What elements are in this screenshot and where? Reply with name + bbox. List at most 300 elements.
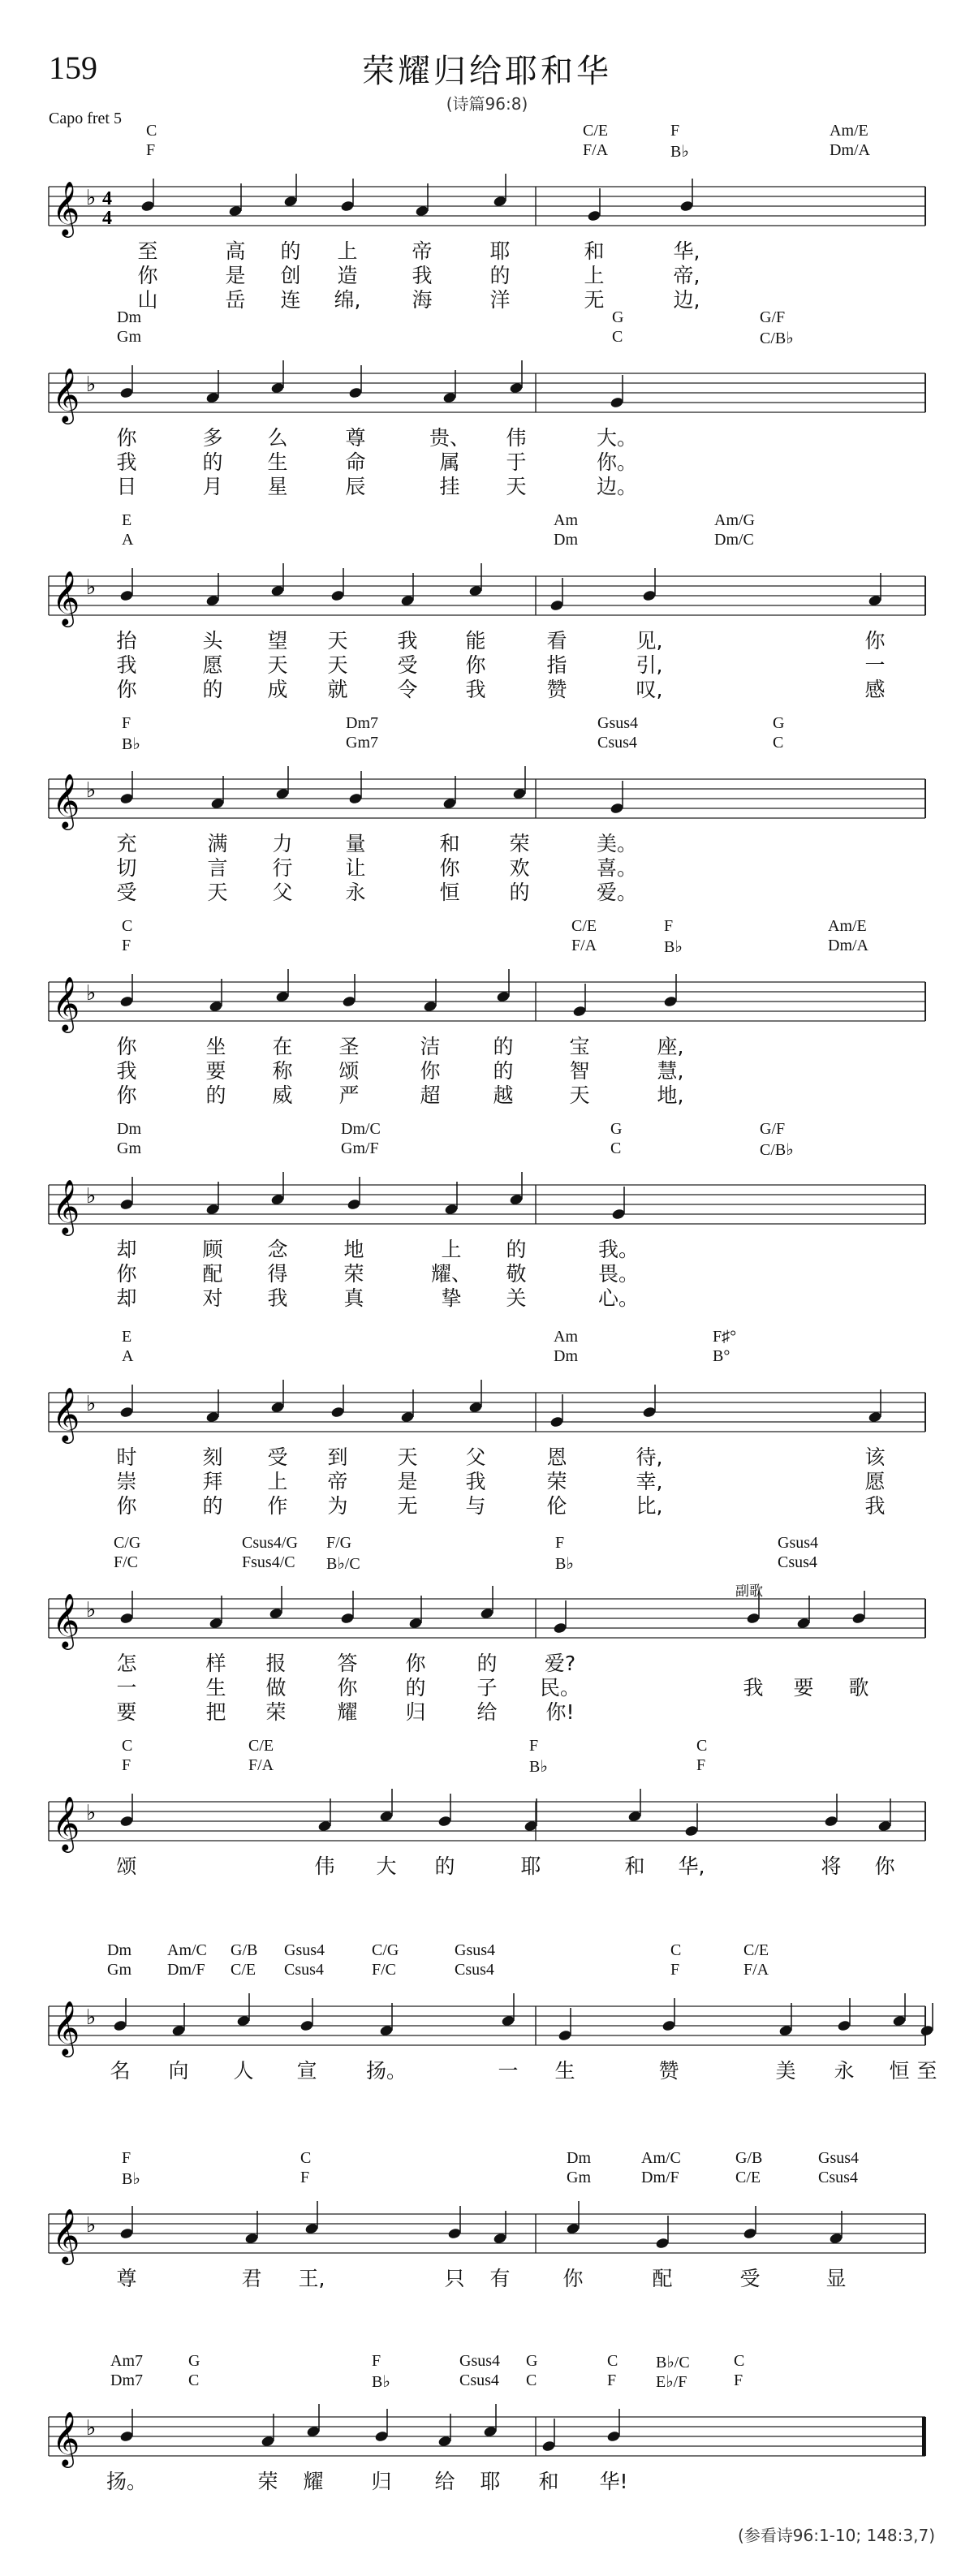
lyric-syllable: 就 (327, 678, 348, 701)
lyric-syllable: 你 (864, 629, 886, 653)
lyric-syllable: 上 (267, 1470, 288, 1493)
lyric-syllable: 赞 (546, 678, 567, 701)
lyric-syllable: 高 (225, 239, 246, 263)
lyric-syllable: 边, (673, 288, 700, 312)
lyric-syllable: 的 (476, 1652, 498, 1675)
treble-clef-icon: 𝄞 (52, 367, 80, 422)
chord-symbol: B♭/C (656, 2354, 690, 2371)
chord-symbol: Gsus4 (597, 714, 639, 732)
chord-symbol: G (612, 308, 624, 326)
treble-clef-icon: 𝄞 (52, 1592, 80, 1648)
treble-clef-icon: 𝄞 (52, 180, 80, 235)
lyric-syllable: 和 (584, 239, 605, 263)
chord-symbol: Am7 (110, 2352, 143, 2370)
lyric-syllable: 王, (298, 2267, 325, 2290)
lyric-syllable: 有 (489, 2267, 511, 2290)
lyric-syllable: 威 (272, 1083, 293, 1107)
capo-chord-symbol: F (670, 1961, 680, 1979)
music-system (0, 2352, 974, 2547)
capo-chord-symbol: B♭ (664, 938, 683, 956)
lyric-syllable: 恒 (439, 881, 460, 904)
lyric-syllable: 给 (476, 1700, 498, 1724)
lyric-syllable: 天 (327, 653, 348, 677)
lyric-syllable: 爱? (544, 1652, 576, 1675)
lyric-syllable: 帝, (673, 264, 700, 287)
lyric-syllable: 和 (538, 2470, 559, 2493)
lyric-syllable: 受 (739, 2267, 761, 2290)
lyric-syllable: 扬。 (106, 2470, 148, 2493)
capo-chord-symbol: F (696, 1756, 706, 1774)
lyric-syllable: 答 (337, 1652, 358, 1675)
staff (0, 349, 974, 446)
capo-chord-symbol: F/C (114, 1553, 139, 1571)
lyric-syllable: 切 (116, 856, 137, 880)
music-system (0, 1737, 974, 1932)
capo-chord-symbol: Gm (117, 1139, 141, 1157)
capo-chord-symbol: F (607, 2371, 617, 2389)
lyric-syllable: 喜。 (596, 856, 638, 880)
chord-symbol: C/E (571, 917, 597, 935)
lyric-syllable: 的 (405, 1676, 426, 1699)
lyric-syllable: 越 (493, 1083, 514, 1107)
lyric-syllable: 的 (489, 264, 511, 287)
lyric-syllable: 至 (137, 239, 158, 263)
lyric-syllable: 荣 (546, 1470, 567, 1493)
lyric-syllable: 望 (267, 629, 288, 653)
music-system (0, 1941, 974, 2136)
lyric-syllable: 天 (267, 653, 288, 677)
lyric-syllable: 山 (137, 288, 158, 312)
lyric-syllable: 我。 (597, 1238, 640, 1261)
lyric-syllable: 美。 (596, 832, 638, 855)
music-system (0, 1534, 974, 1729)
capo-chord-symbol: C (773, 734, 784, 752)
lyric-syllable: 要 (793, 1676, 814, 1699)
lyric-syllable: 崇 (116, 1470, 137, 1493)
capo-chord-symbol: B° (713, 1347, 730, 1365)
lyric-syllable: 宝 (569, 1035, 590, 1058)
lyric-syllable: 绵, (334, 288, 361, 312)
lyric-syllable: 我 (864, 1494, 886, 1518)
lyric-syllable: 你 (116, 426, 137, 450)
lyric-syllable: 和 (624, 1854, 645, 1878)
lyric-syllable: 顾 (202, 1238, 223, 1261)
lyric-syllable: 能 (465, 629, 486, 653)
lyric-syllable: 将 (821, 1854, 842, 1878)
lyric-syllable: 赞 (658, 2059, 679, 2083)
chord-symbol: Gsus4 (284, 1941, 325, 1959)
hymn-title: 荣耀归给耶和华 (362, 53, 612, 90)
chord-symbol: G (526, 2352, 538, 2370)
chord-symbol: Gsus4 (818, 2149, 860, 2167)
lyric-syllable: 你 (116, 1494, 137, 1518)
lyric-syllable: 上 (584, 264, 605, 287)
lyric-syllable: 是 (397, 1470, 418, 1493)
lyric-syllable: 我 (116, 1059, 137, 1083)
lyric-syllable: 令 (397, 678, 418, 701)
lyric-syllable: 伟 (314, 1854, 335, 1878)
treble-clef-icon: 𝄞 (52, 976, 80, 1031)
lyric-syllable: 恒 (889, 2059, 910, 2083)
lyric-syllable: 配 (202, 1262, 223, 1286)
capo-chord-symbol: Gm (107, 1961, 131, 1979)
lyric-syllable: 君 (241, 2267, 262, 2290)
lyric-syllable: 你 (337, 1676, 358, 1699)
lyric-syllable: 的 (493, 1035, 514, 1058)
lyric-syllable: 天 (397, 1445, 418, 1469)
lyric-syllable: 至 (916, 2059, 937, 2083)
lyric-syllable: 我 (743, 1676, 764, 1699)
lyric-syllable: 愿 (864, 1470, 886, 1493)
chord-symbol: G/F (760, 308, 786, 326)
staff (0, 958, 974, 1055)
chord-symbol: F/G (326, 1534, 352, 1552)
capo-chord-symbol: Dm/F (167, 1961, 205, 1979)
lyric-syllable: 于 (506, 450, 527, 474)
capo-chord-symbol: Dm7 (110, 2371, 143, 2389)
lyric-syllable: 愿 (202, 653, 223, 677)
lyric-syllable: 荣 (257, 2470, 278, 2493)
chord-symbol: Dm/C (341, 1120, 381, 1138)
lyric-syllable: 心。 (597, 1286, 640, 1310)
lyric-syllable: 的 (493, 1059, 514, 1083)
lyric-syllable: 我 (465, 1470, 486, 1493)
lyric-syllable: 伦 (546, 1494, 567, 1518)
lyric-syllable: 你。 (596, 450, 638, 474)
lyric-syllable: 的 (506, 1238, 527, 1261)
lyric-syllable: 我 (116, 450, 137, 474)
capo-chord-symbol: C (188, 2371, 200, 2389)
lyric-syllable: 你 (116, 678, 137, 701)
capo-chord-symbol: F (146, 141, 156, 159)
key-signature-flat-icon: ♭ (86, 575, 97, 600)
lyric-syllable: 的 (205, 1083, 226, 1107)
capo-chord-symbol: C/E (231, 1961, 256, 1979)
lyric-syllable: 天 (506, 475, 527, 498)
lyric-syllable: 坐 (205, 1035, 226, 1058)
lyric-syllable: 受 (116, 881, 137, 904)
lyric-syllable: 永 (834, 2059, 855, 2083)
lyric-syllable: 感 (864, 678, 886, 701)
lyric-syllable: 贵、 (429, 426, 471, 450)
lyric-syllable: 在 (272, 1035, 293, 1058)
chord-symbol: G/B (231, 1941, 258, 1959)
lyric-syllable: 你 (874, 1854, 895, 1878)
lyric-syllable: 月 (202, 475, 223, 498)
lyric-syllable: 荣 (343, 1262, 364, 1286)
lyric-syllable: 边。 (596, 475, 638, 498)
capo-chord-symbol: F (734, 2371, 743, 2389)
chord-symbol: F (372, 2352, 381, 2370)
lyric-syllable: 畏。 (597, 1262, 640, 1286)
lyric-syllable: 辰 (345, 475, 366, 498)
lyric-syllable: 念 (267, 1238, 288, 1261)
lyric-syllable: 的 (202, 678, 223, 701)
capo-chord-symbol: Fsus4/C (242, 1553, 295, 1571)
lyric-syllable: 么 (267, 426, 288, 450)
lyric-syllable: 你 (116, 1035, 137, 1058)
lyric-syllable: 一 (498, 2059, 519, 2083)
key-signature-flat-icon: ♭ (86, 1801, 97, 1825)
music-system (0, 122, 974, 317)
lyric-syllable: 你 (116, 1083, 137, 1107)
capo-chord-symbol: B♭ (372, 2373, 390, 2391)
capo-chord-symbol: F (122, 937, 131, 954)
capo-chord-symbol: F/C (372, 1961, 397, 1979)
chord-symbol: Dm7 (346, 714, 378, 732)
lyric-syllable: 帝 (327, 1470, 348, 1493)
lyric-syllable: 日 (116, 475, 137, 498)
lyric-syllable: 时 (116, 1445, 137, 1469)
lyric-syllable: 天 (569, 1083, 590, 1107)
lyric-syllable: 恩 (546, 1445, 567, 1469)
lyric-syllable: 幸, (636, 1470, 663, 1493)
chord-symbol: E (122, 511, 132, 529)
lyric-syllable: 我 (267, 1286, 288, 1310)
chord-symbol: Am/C (641, 2149, 681, 2167)
chord-symbol: Dm (117, 1120, 141, 1138)
key-signature-flat-icon: ♭ (86, 1184, 97, 1208)
treble-clef-icon: 𝄞 (52, 1178, 80, 1234)
lyric-syllable: 的 (202, 1494, 223, 1518)
key-signature-flat-icon: ♭ (86, 778, 97, 803)
lyric-syllable: 属 (439, 450, 460, 474)
chord-symbol: C (300, 2149, 312, 2167)
lyric-syllable: 行 (272, 856, 293, 880)
lyric-syllable: 报 (265, 1652, 287, 1675)
capo-chord-symbol: Csus4 (778, 1553, 817, 1571)
capo-chord-symbol: Gm (567, 2169, 591, 2186)
chord-symbol: F (122, 2149, 131, 2167)
lyric-syllable: 耀 (337, 1700, 358, 1724)
lyric-syllable: 耶 (520, 1854, 541, 1878)
lyric-syllable: 让 (345, 856, 366, 880)
chord-symbol: G (188, 2352, 200, 2370)
capo-chord-symbol: Csus4 (818, 2169, 858, 2186)
lyric-syllable: 天 (327, 629, 348, 653)
chord-symbol: G (773, 714, 785, 732)
lyric-syllable: 显 (825, 2267, 847, 2290)
key-signature-flat-icon: ♭ (86, 981, 97, 1006)
lyric-syllable: 父 (272, 881, 293, 904)
music-system (0, 308, 974, 503)
lyric-syllable: 你 (405, 1652, 426, 1675)
treble-clef-icon: 𝄞 (52, 773, 80, 828)
lyric-syllable: 是 (225, 264, 246, 287)
lyric-syllable: 子 (476, 1676, 498, 1699)
lyric-syllable: 受 (397, 653, 418, 677)
capo-chord-symbol: A (122, 531, 134, 549)
lyric-syllable: 做 (265, 1676, 287, 1699)
lyric-syllable: 上 (441, 1238, 462, 1261)
lyric-syllable: 该 (864, 1445, 886, 1469)
lyric-syllable: 颂 (116, 1854, 137, 1878)
lyric-syllable: 刻 (202, 1445, 223, 1469)
staff (0, 1368, 974, 1466)
chord-symbol: C (122, 1737, 133, 1755)
lyric-syllable: 生 (554, 2059, 575, 2083)
chord-symbol: C/G (372, 1941, 399, 1959)
lyric-syllable: 歌 (848, 1676, 869, 1699)
lyric-syllable: 座, (657, 1035, 684, 1058)
lyric-syllable: 引, (636, 653, 663, 677)
lyric-syllable: 创 (280, 264, 301, 287)
lyric-syllable: 我 (397, 629, 418, 653)
chord-symbol: Am/C (167, 1941, 207, 1959)
lyric-syllable: 向 (168, 2059, 189, 2083)
capo-chord-symbol: Dm/F (641, 2169, 679, 2186)
lyric-syllable: 头 (202, 629, 223, 653)
lyric-syllable: 作 (267, 1494, 288, 1518)
capo-chord-symbol: Dm (554, 1347, 578, 1365)
chord-symbol: Dm (107, 1941, 131, 1959)
lyric-syllable: 给 (434, 2470, 455, 2493)
lyric-syllable: 力 (272, 832, 293, 855)
capo-chord-symbol: C (612, 328, 623, 346)
capo-chord-symbol: B♭ (555, 1555, 574, 1573)
lyric-syllable: 样 (205, 1652, 226, 1675)
chord-symbol: C (607, 2352, 618, 2370)
music-system (0, 1328, 974, 1523)
chord-symbol: F (122, 714, 131, 732)
capo-chord-symbol: Csus4 (284, 1961, 324, 1979)
chord-symbol: G (610, 1120, 623, 1138)
lyric-syllable: 伟 (506, 426, 527, 450)
lyric-syllable: 尊 (116, 2267, 137, 2290)
lyric-syllable: 洁 (420, 1035, 441, 1058)
chord-symbol: Gsus4 (778, 1534, 819, 1552)
lyric-syllable: 帝 (412, 239, 433, 263)
capo-chord-symbol: C/B♭ (760, 330, 794, 347)
lyric-syllable: 受 (267, 1445, 288, 1469)
chord-symbol: Am/E (828, 917, 867, 935)
lyric-syllable: 却 (116, 1238, 137, 1261)
capo-chord-symbol: A (122, 1347, 134, 1365)
lyric-syllable: 待, (636, 1445, 663, 1469)
staff (0, 1161, 974, 1258)
lyric-syllable: 民。 (539, 1676, 581, 1699)
lyric-syllable: 无 (584, 288, 605, 312)
scripture-reference: (参看诗96:1-10; 148:3,7) (738, 2526, 935, 2545)
lyric-syllable: 真 (343, 1286, 364, 1310)
key-signature-flat-icon: ♭ (86, 2005, 97, 2030)
lyric-syllable: 一 (864, 653, 886, 677)
treble-clef-icon: 𝄞 (52, 2410, 80, 2466)
lyric-syllable: 海 (412, 288, 433, 312)
lyric-syllable: 的 (509, 881, 530, 904)
chord-symbol: F (664, 917, 674, 935)
lyric-syllable: 与 (465, 1494, 486, 1518)
chord-symbol: C/E (248, 1737, 274, 1755)
key-signature-flat-icon: ♭ (86, 186, 97, 210)
lyric-syllable: 我 (465, 678, 486, 701)
final-barline (922, 2417, 925, 2456)
capo-chord-symbol: Gm (117, 328, 141, 346)
capo-chord-symbol: Csus4 (597, 734, 637, 752)
lyric-syllable: 你 (116, 1262, 137, 1286)
capo-chord-symbol: B♭ (670, 143, 689, 161)
chord-symbol: Am/E (830, 122, 868, 140)
music-system (0, 714, 974, 909)
lyric-syllable: 造 (337, 264, 358, 287)
lyric-syllable: 岳 (225, 288, 246, 312)
lyric-syllable: 宣 (296, 2059, 317, 2083)
lyric-syllable: 无 (397, 1494, 418, 1518)
lyric-syllable: 圣 (338, 1035, 360, 1058)
treble-clef-icon: 𝄞 (52, 1386, 80, 1441)
lyric-syllable: 归 (405, 1700, 426, 1724)
lyric-syllable: 比, (636, 1494, 663, 1518)
lyric-syllable: 和 (439, 832, 460, 855)
time-signature: 4 (102, 208, 112, 229)
capo-chord-symbol: B♭ (122, 2170, 140, 2188)
lyric-syllable: 要 (116, 1700, 137, 1724)
capo-chord-symbol: B♭/C (326, 1555, 360, 1573)
chord-symbol: C (670, 1941, 682, 1959)
lyric-syllable: 欢 (509, 856, 530, 880)
lyric-syllable: 怎 (116, 1652, 137, 1675)
key-signature-flat-icon: ♭ (86, 2416, 97, 2440)
chord-symbol: C (696, 1737, 708, 1755)
lyric-syllable: 把 (205, 1700, 226, 1724)
lyric-syllable: 地 (343, 1238, 364, 1261)
lyric-syllable: 你 (137, 264, 158, 287)
capo-chord-symbol: C (610, 1139, 622, 1157)
treble-clef-icon: 𝄞 (52, 2000, 80, 2055)
capo-chord-symbol: E♭/F (656, 2373, 687, 2391)
chord-symbol: Am (554, 511, 578, 529)
chord-symbol: Dm (567, 2149, 591, 2167)
capo-marking: Capo fret 5 (49, 110, 122, 127)
capo-chord-symbol: C/E (735, 2169, 761, 2186)
lyric-syllable: 却 (116, 1286, 137, 1310)
staff (0, 755, 974, 852)
capo-chord-symbol: B♭ (122, 735, 140, 753)
lyric-syllable: 颂 (338, 1059, 360, 1083)
time-signature: 4 (102, 188, 112, 209)
lyric-syllable: 耶 (480, 2470, 501, 2493)
chord-symbol: F (670, 122, 680, 140)
lyric-syllable: 抬 (116, 629, 137, 653)
lyric-syllable: 天 (207, 881, 228, 904)
lyric-syllable: 叹, (636, 678, 663, 701)
lyric-syllable: 华, (678, 1854, 705, 1878)
lyric-syllable: 配 (652, 2267, 673, 2290)
capo-chord-symbol: F (300, 2169, 310, 2186)
lyric-syllable: 扬。 (365, 2059, 407, 2083)
chord-symbol: Am (554, 1328, 578, 1346)
music-system (0, 917, 974, 1112)
lyric-syllable: 耀、 (430, 1262, 472, 1286)
lyric-syllable: 生 (205, 1676, 226, 1699)
chord-symbol: Am/G (714, 511, 755, 529)
lyric-syllable: 慧, (657, 1059, 684, 1083)
lyric-syllable: 你 (420, 1059, 441, 1083)
lyric-syllable: 星 (267, 475, 288, 498)
lyric-syllable: 的 (280, 239, 301, 263)
treble-clef-icon: 𝄞 (52, 570, 80, 625)
lyric-syllable: 见, (636, 629, 663, 653)
lyric-syllable: 严 (338, 1083, 360, 1107)
lyric-syllable: 得 (267, 1262, 288, 1286)
lyric-syllable: 你 (439, 856, 460, 880)
treble-clef-icon: 𝄞 (52, 1795, 80, 1850)
chord-symbol: Dm (117, 308, 141, 326)
lyric-syllable: 智 (569, 1059, 590, 1083)
chord-symbol: C/E (743, 1941, 769, 1959)
key-signature-flat-icon: ♭ (86, 1598, 97, 1622)
hymn-number: 159 (49, 50, 97, 86)
